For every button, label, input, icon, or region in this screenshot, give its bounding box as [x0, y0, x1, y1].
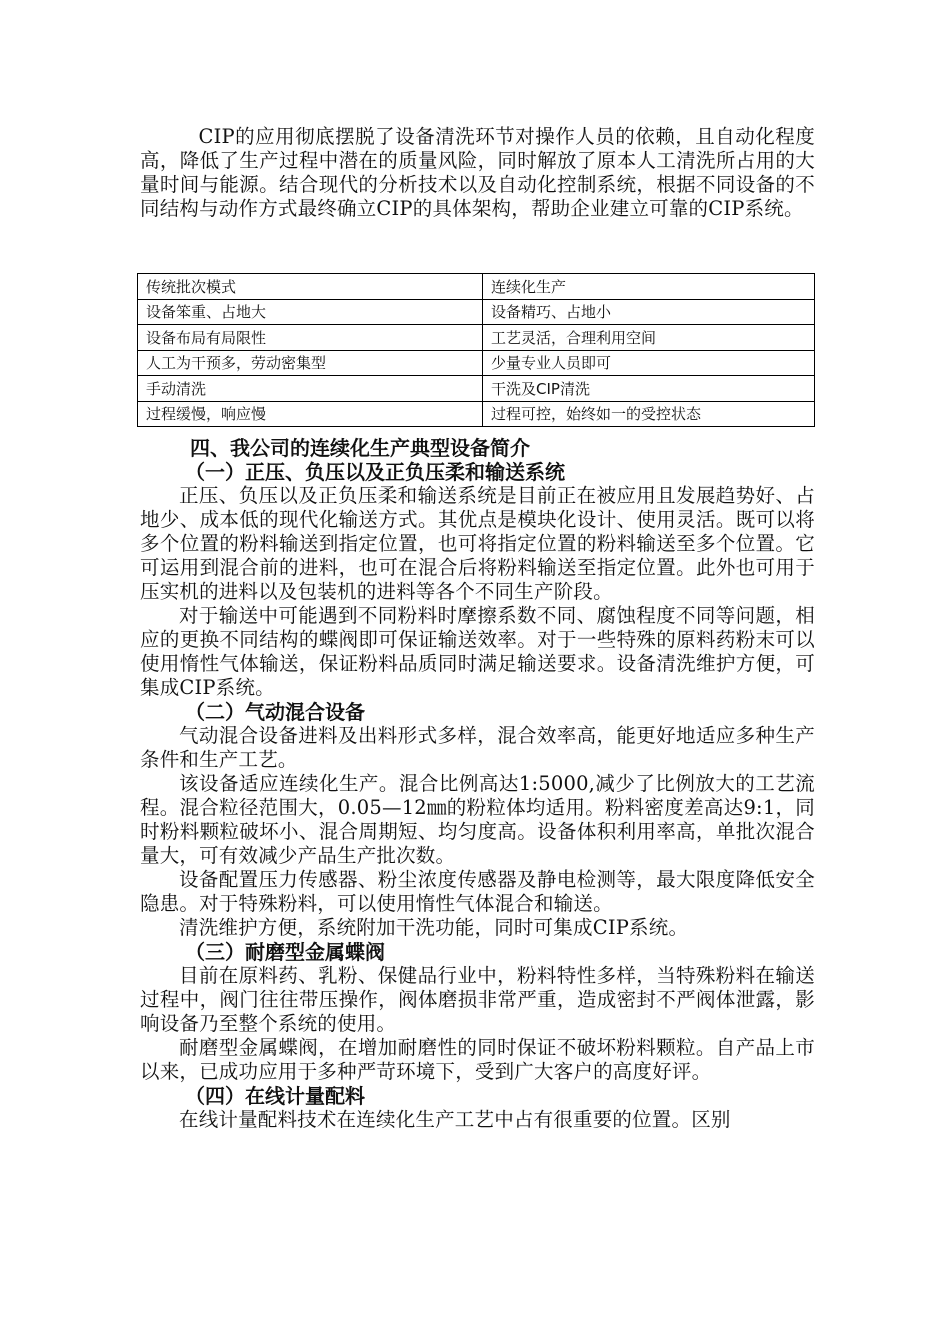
intro-paragraph: CIP的应用彻底摆脱了设备清洗环节对操作人员的依赖，且自动化程度高，降低了生产过程中潜在的质量风险，同时解放了原本人工清洗所占用的大量时间与能源。结合现代的分析技术以及自动化控制系统，根据不同设备的不同结构与动作方式最终确立CIP的具体架构，帮助企业建立可靠的CIP系统。: [140, 125, 815, 220]
paragraph: 正压、负压以及正负压柔和输送系统是目前正在被应用且发展趋势好、占地少、成本低的现代化输送方式。其优点是模块化设计、使用灵活。既可以将多个位置的粉料输送到指定位置，也可将指定位置的粉料输送至多个位置。它可运用到混合前的进料，也可在混合后将粉料输送至指定位置。此外也可用于压实机的进料以及包装机的进料等各个不同生产阶段。: [140, 484, 815, 603]
table-row: [138, 401, 815, 427]
table-cell: 过程可控，始终如一的受控状态: [483, 401, 815, 427]
paragraph: 该设备适应连续化生产。混合比例高达1:5000,减少了比例放大的工艺流程。混合粒径范围大，0.05—12㎜的粉粒体均适用。粉料密度差高达9:1，同时粉料颗粒破坏小、混合周期短、均匀度高。设备体积利用率高，单批次混合量大，可有效减少产品生产批次数。: [140, 772, 815, 867]
table-cell: 设备精巧、占地小: [483, 299, 815, 325]
table-row: [138, 350, 815, 376]
section-heading: 四、我公司的连续化生产典型设备简介: [190, 436, 530, 460]
paragraph: 对于输送中可能遇到不同粉料时摩擦系数不同、腐蚀程度不同等问题，相应的更换不同结构的蝶阀即可保证输送效率。对于一些特殊的原料药粉末可以使用惰性气体输送，保证粉料品质同时满足输送要求。设备清洗维护方便，可集成CIP系统。: [140, 604, 815, 699]
table-row: [138, 274, 815, 300]
paragraph: 目前在原料药、乳粉、保健品行业中，粉料特性多样，当特殊粉料在输送过程中，阀门往往带压操作，阀体磨损非常严重，造成密封不严阀体泄露，影响设备乃至整个系统的使用。: [140, 964, 815, 1035]
table-cell: 人工为干预多，劳动密集型: [138, 350, 483, 376]
subsection-heading: （三）耐磨型金属蝶阀: [185, 940, 385, 964]
table-cell: 工艺灵活，合理利用空间: [483, 325, 815, 351]
section-4: [140, 436, 815, 1132]
table-cell: 设备布局有局限性: [138, 325, 483, 351]
table-cell: 设备笨重、占地大: [138, 299, 483, 325]
table-cell: 过程缓慢，响应慢: [138, 401, 483, 427]
table-row: [138, 376, 815, 402]
table-cell: 连续化生产: [483, 274, 815, 300]
subsection-heading: （一）正压、负压以及正负压柔和输送系统: [185, 460, 565, 484]
table-cell: 少量专业人员即可: [483, 350, 815, 376]
table-row: [138, 325, 815, 351]
paragraph: 耐磨型金属蝶阀，在增加耐磨性的同时保证不破坏粉料颗粒。自产品上市以来，已成功应用于多种严苛环境下，受到广大客户的高度好评。: [140, 1036, 815, 1083]
table-cell: 干洗及CIP清洗: [483, 376, 815, 402]
table-cell: 传统批次模式: [138, 274, 483, 300]
table-cell: 手动清洗: [138, 376, 483, 402]
paragraph: 清洗维护方便，系统附加干洗功能，同时可集成CIP系统。: [179, 916, 689, 939]
paragraph: 气动混合设备进料及出料形式多样，混合效率高，能更好地适应多种生产条件和生产工艺。: [140, 724, 815, 771]
paragraph: 在线计量配料技术在连续化生产工艺中占有很重要的位置。区别: [179, 1108, 731, 1131]
comparison-table: [137, 273, 815, 427]
subsection-heading: （四）在线计量配料: [185, 1084, 365, 1108]
intro-section: [140, 125, 815, 221]
table-row: [138, 299, 815, 325]
subsection-heading: （二）气动混合设备: [185, 700, 365, 724]
paragraph: 设备配置压力传感器、粉尘浓度传感器及静电检测等，最大限度降低安全隐患。对于特殊粉料，可以使用惰性气体混合和输送。: [140, 868, 815, 915]
